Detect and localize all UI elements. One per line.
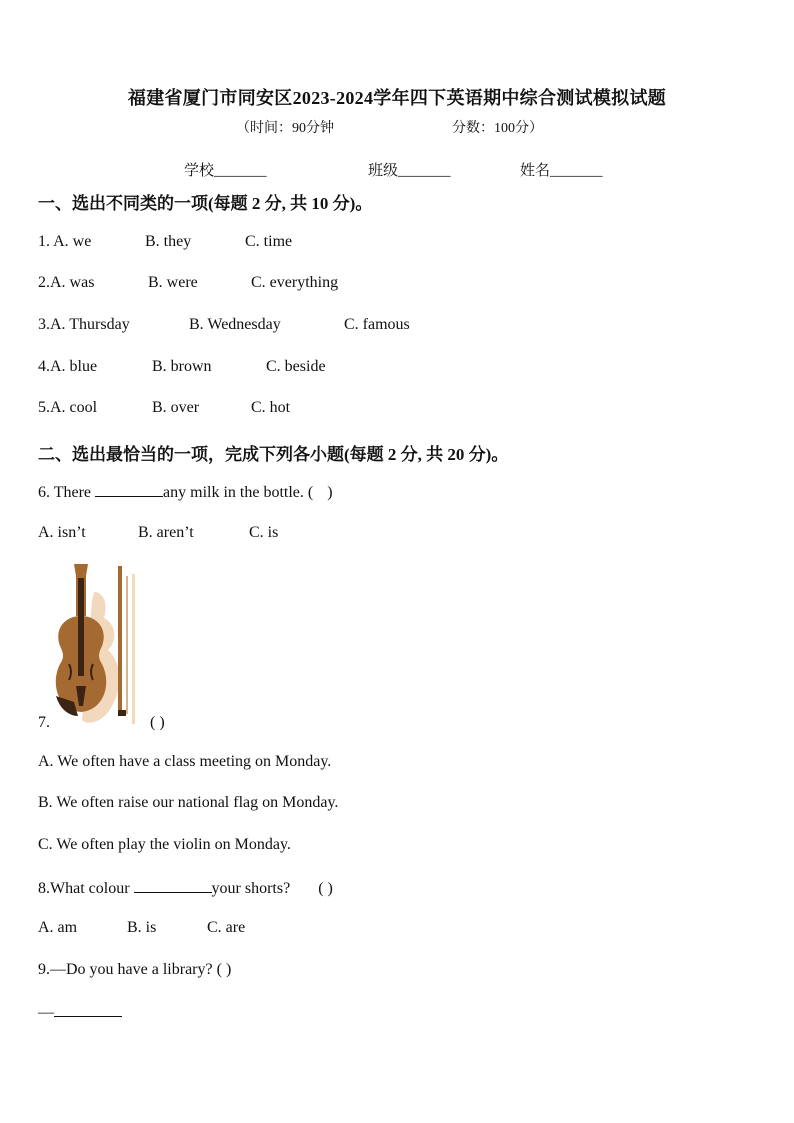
option-b[interactable]: B. We often raise our national flag on Monday. — [38, 794, 339, 811]
stem-start: 8.What colour — [38, 880, 130, 897]
question-9-stem: 9.—Do you have a library? ( ) — [38, 961, 232, 978]
option-a[interactable]: 2.A. was — [38, 274, 95, 291]
stem-close-paren: ) — [327, 484, 333, 501]
stem-rest: your shorts? — [211, 880, 291, 897]
question-7-paren[interactable]: ( ) — [150, 714, 165, 731]
option-c[interactable]: C. beside — [266, 358, 326, 375]
question-6-stem — [38, 482, 333, 502]
answer-blank[interactable] — [134, 878, 212, 893]
option-c[interactable]: C. We often play the violin on Monday. — [38, 836, 291, 853]
option-a[interactable]: 4.A. blue — [38, 358, 98, 375]
answer-dash: — — [38, 1004, 54, 1021]
option-b[interactable]: B. over — [152, 399, 200, 416]
stem-start: 6. There — [38, 484, 92, 501]
option-b[interactable]: B. aren’t — [138, 524, 194, 541]
option-b[interactable]: B. Wednesday — [189, 316, 281, 333]
name-field[interactable]: 姓名_______ — [520, 163, 603, 179]
option-c[interactable]: C. time — [245, 233, 293, 250]
class-field[interactable]: 班级_______ — [368, 163, 451, 179]
option-c[interactable]: C. is — [249, 524, 279, 541]
exam-score: 分数：100分） — [452, 121, 543, 136]
stem-rest: any milk in the bottle. ( — [163, 484, 314, 501]
option-c[interactable]: C. hot — [251, 399, 291, 416]
option-a[interactable]: A. We often have a class meeting on Monday. — [38, 753, 332, 770]
section-1-heading: 一、选出不同类的一项(每题 2 分, 共 10 分)。 — [38, 194, 373, 213]
option-b[interactable]: B. they — [145, 233, 192, 250]
page-title: 福建省厦门市同安区2023-2024学年四下英语期中综合测试模拟试题 — [127, 88, 667, 108]
option-a[interactable]: A. isn’t — [38, 524, 86, 541]
school-field[interactable]: 学校_______ — [184, 163, 267, 179]
option-a[interactable]: 5.A. cool — [38, 399, 98, 416]
option-a[interactable]: A. am — [38, 919, 78, 936]
option-c[interactable]: C. everything — [251, 274, 339, 291]
option-b[interactable]: B. is — [127, 919, 157, 936]
exam-time: （时间：90分钟 — [236, 121, 334, 136]
violin-image — [52, 560, 142, 730]
option-b[interactable]: B. brown — [152, 358, 212, 375]
answer-blank[interactable] — [95, 482, 163, 497]
option-a[interactable]: 1. A. we — [38, 233, 92, 250]
option-c[interactable]: C. are — [207, 919, 246, 936]
section-2-heading: 二、选出最恰当的一项，完成下列各小题(每题 2 分, 共 20 分)。 — [38, 445, 509, 464]
question-7-number: 7. — [38, 714, 50, 731]
option-a[interactable]: 3.A. Thursday — [38, 316, 130, 333]
question-9-answer — [38, 1002, 122, 1022]
question-8-stem — [38, 878, 333, 898]
answer-blank[interactable] — [54, 1002, 122, 1017]
option-c[interactable]: C. famous — [344, 316, 410, 333]
question-8-paren[interactable]: ( ) — [318, 880, 333, 897]
option-b[interactable]: B. were — [148, 274, 198, 291]
